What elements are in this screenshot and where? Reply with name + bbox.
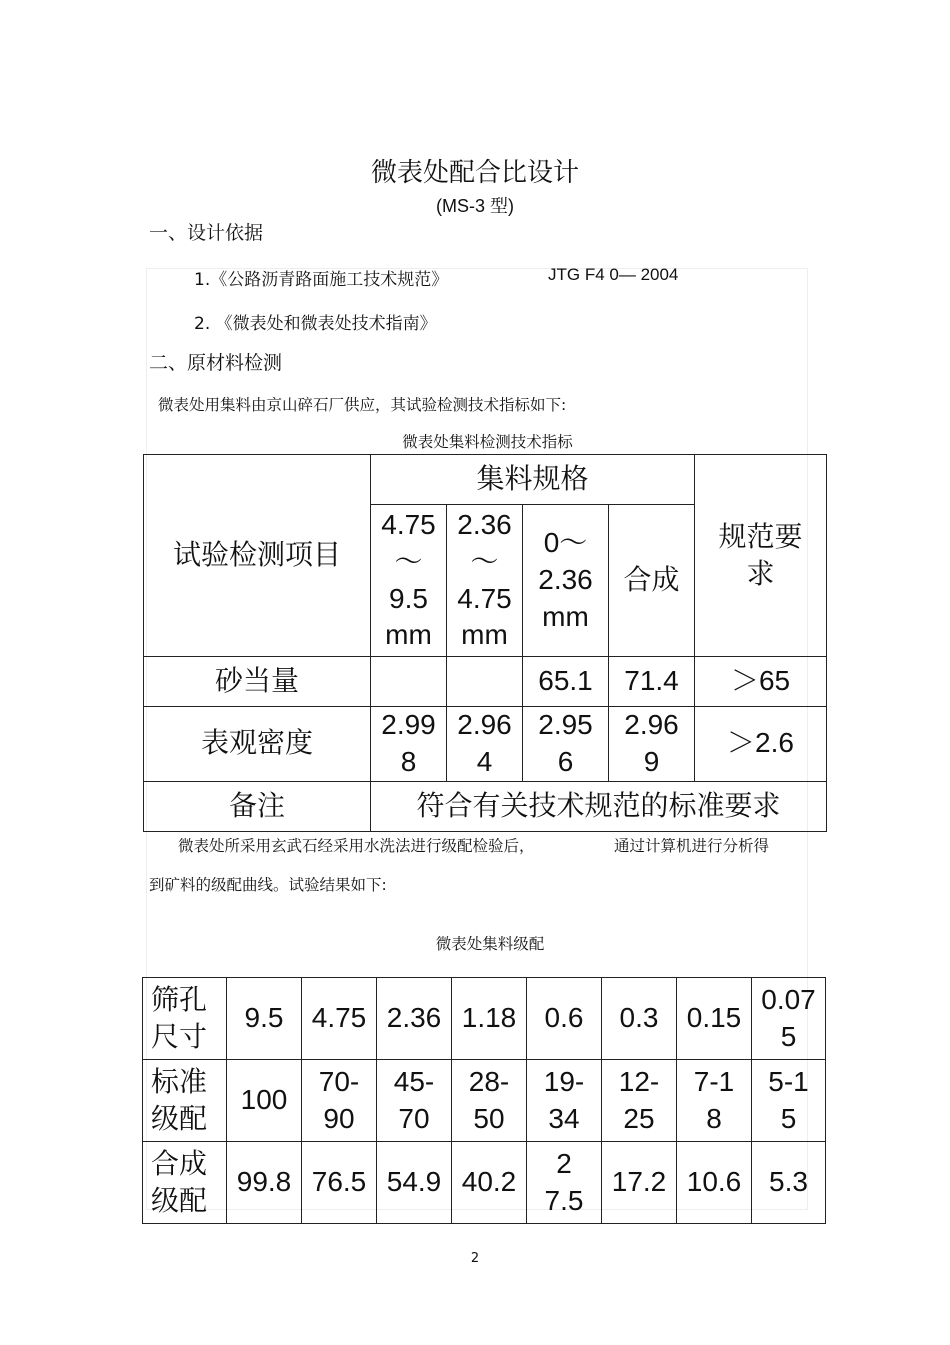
- table-cell-line: 45-: [393, 1065, 435, 1097]
- reference-1-code: JTG F4 0— 2004: [548, 265, 679, 284]
- table-cell-line: 50: [473, 1102, 505, 1134]
- table-cell-line: 2.36: [386, 1002, 442, 1034]
- row-header-line: 级配: [151, 1101, 208, 1135]
- table-cell-line: 54.9: [386, 1166, 442, 1198]
- table-cell-line: 0.6: [544, 1002, 584, 1034]
- table-cell: [602, 978, 677, 1060]
- table-cell: [302, 978, 377, 1060]
- document-subtitle: (MS-3 型): [436, 196, 514, 216]
- spec-col-header-1-line: 2.36: [457, 508, 512, 540]
- spec-col-header-2-line: 0～: [543, 527, 588, 559]
- table-cell: [752, 1142, 826, 1224]
- row-label: 表观密度: [144, 707, 371, 782]
- table-cell: [677, 1060, 752, 1142]
- remark-text: 符合有关技术规范的标准要求: [371, 781, 827, 831]
- spec-col-header-0-line: 4.75: [381, 508, 436, 540]
- table-cell-line: 90: [323, 1102, 355, 1134]
- spec-col-header-1-line: ～: [470, 545, 499, 577]
- table-cell: [527, 1060, 602, 1142]
- aggregate-test-table: [143, 454, 827, 832]
- section1-heading: 一、设计依据: [149, 222, 264, 244]
- table-cell-line: 19-: [543, 1065, 585, 1097]
- spec-col-header-0-line: 9.5: [389, 582, 428, 614]
- table-cell-line: 28-: [468, 1065, 510, 1097]
- table-cell: [609, 657, 695, 707]
- spec-col-header-0-line: mm: [385, 619, 432, 651]
- table-cell-line: 5: [780, 1020, 797, 1052]
- table-cell: [302, 1060, 377, 1142]
- table-cell: [371, 657, 447, 707]
- table-cell: [677, 978, 752, 1060]
- table-cell-line: 2.95: [538, 709, 593, 740]
- table-cell-line: 9: [643, 745, 660, 777]
- gradation-paragraph-line1b: 通过计算机进行分析得: [614, 837, 770, 855]
- table-cell-line: 17.2: [611, 1166, 667, 1198]
- table-cell-line: 12-: [618, 1065, 660, 1097]
- gradation-paragraph-line2: 到矿料的级配曲线。试验结果如下:: [149, 876, 387, 894]
- table-cell-line: 70: [398, 1102, 430, 1134]
- table1-caption: 微表处集料检测技术指标: [402, 433, 573, 451]
- table-cell-line: 9.5: [244, 1002, 284, 1034]
- spec-col-header-1-line: mm: [461, 619, 508, 651]
- table-cell-line: 2.96: [457, 709, 512, 740]
- table-cell-line: 6: [557, 745, 574, 777]
- spec-col-header-1-line: 4.75: [457, 582, 512, 614]
- gradation-paragraph-line1a: 微表处所采用玄武石经采用水洗法进行级配检验后，: [178, 837, 535, 855]
- reference-2: 2. 《微表处和微表处技术指南》: [194, 314, 437, 334]
- table-cell-line: 100: [240, 1084, 288, 1116]
- table-cell-line: 0.3: [619, 1002, 659, 1034]
- table-cell: [447, 657, 523, 707]
- table-cell-line: 0.07: [761, 983, 816, 1015]
- table-cell-line: 0.15: [686, 1002, 742, 1034]
- table-cell: [377, 978, 452, 1060]
- reference-1-name: 1.《公路沥青路面施工技术规范》: [194, 270, 449, 290]
- table-cell: [677, 1142, 752, 1224]
- table-cell: [609, 707, 695, 782]
- row-header-line: 标准: [151, 1064, 208, 1098]
- row-header: [143, 1060, 227, 1142]
- table2-caption: 微表处集料级配: [435, 935, 545, 953]
- row-header: [143, 1142, 227, 1224]
- table-cell: [227, 978, 302, 1060]
- table-cell-line: 7-1: [693, 1065, 735, 1097]
- row-header-line: 筛孔: [151, 982, 208, 1016]
- spec-value: ＞2.6: [695, 707, 827, 782]
- row-label: 砂当量: [144, 657, 371, 707]
- spec-col-header-2: [523, 505, 609, 657]
- table-cell: [371, 707, 447, 782]
- table-cell: [452, 978, 527, 1060]
- table-cell: [602, 1060, 677, 1142]
- spec-col-header-3: [609, 505, 695, 657]
- table-cell: [752, 1060, 826, 1142]
- table-cell-line: 5.3: [769, 1166, 808, 1198]
- table-cell-line: 40.2: [461, 1166, 517, 1198]
- table-cell: [377, 1060, 452, 1142]
- table-cell-line: 8: [400, 745, 417, 777]
- table-cell: [527, 978, 602, 1060]
- table-cell-line: 2.96: [624, 709, 679, 740]
- table-cell: [452, 1060, 527, 1142]
- table-cell-line: 8: [706, 1102, 722, 1134]
- spec-value: ＞65: [695, 657, 827, 707]
- table-cell-line: 1.18: [461, 1002, 517, 1034]
- table-cell: [752, 978, 826, 1060]
- row-header-line: 尺寸: [151, 1019, 208, 1053]
- gradation-table: [142, 977, 826, 1224]
- section2-intro: 微表处用集料由京山碎石厂供应，其试验检测技术指标如下:: [158, 396, 567, 414]
- spec-col-header-1: [447, 505, 523, 657]
- table-cell: [377, 1142, 452, 1224]
- table-cell: [523, 657, 609, 707]
- table-cell: [302, 1142, 377, 1224]
- spec-col-header-0: [371, 505, 447, 657]
- table-cell: [523, 707, 609, 782]
- spec-col-header-2-line: mm: [542, 600, 589, 632]
- table-cell-line: 2.99: [381, 709, 436, 740]
- header-spec-requirement: 规范要求: [695, 455, 827, 657]
- table-cell-line: 7.5: [544, 1184, 584, 1216]
- table-cell-line: 70-: [318, 1065, 360, 1097]
- remark-label: 备注: [144, 781, 371, 831]
- table-cell: [527, 1142, 602, 1224]
- table-cell-line: 10.6: [686, 1166, 742, 1198]
- spec-col-header-2-line: 2.36: [538, 564, 593, 596]
- table-cell-line: 5-1: [768, 1065, 809, 1097]
- table-cell: [447, 707, 523, 782]
- spec-col-header-3-line: 合成: [623, 564, 680, 596]
- table-cell-line: 65.1: [538, 665, 593, 697]
- table-cell-line: 99.8: [236, 1166, 292, 1198]
- document-title: 微表处配合比设计: [370, 158, 579, 188]
- table-cell: [227, 1060, 302, 1142]
- table-cell-line: 4: [476, 745, 493, 777]
- table-cell-line: 34: [548, 1102, 580, 1134]
- header-test-item: 试验检测项目: [144, 455, 371, 657]
- table-cell-line: 2: [556, 1147, 572, 1179]
- table-cell-line: 25: [623, 1102, 655, 1134]
- header-aggregate-spec: 集料规格: [371, 455, 695, 505]
- row-header-line: 级配: [151, 1183, 208, 1217]
- table-cell-line: 4.75: [311, 1002, 367, 1034]
- spec-col-header-0-line: ～: [394, 545, 423, 577]
- row-header: [143, 978, 227, 1060]
- table-cell-line: 71.4: [624, 665, 679, 697]
- section2-heading: 二、原材料检测: [149, 352, 283, 374]
- table-cell: [227, 1142, 302, 1224]
- table-cell: [602, 1142, 677, 1224]
- row-header-line: 合成: [151, 1146, 208, 1180]
- table-cell-line: 76.5: [311, 1166, 367, 1198]
- table-cell: [452, 1142, 527, 1224]
- table-cell-line: 5: [780, 1102, 797, 1134]
- page-number: 2: [470, 1251, 480, 1266]
